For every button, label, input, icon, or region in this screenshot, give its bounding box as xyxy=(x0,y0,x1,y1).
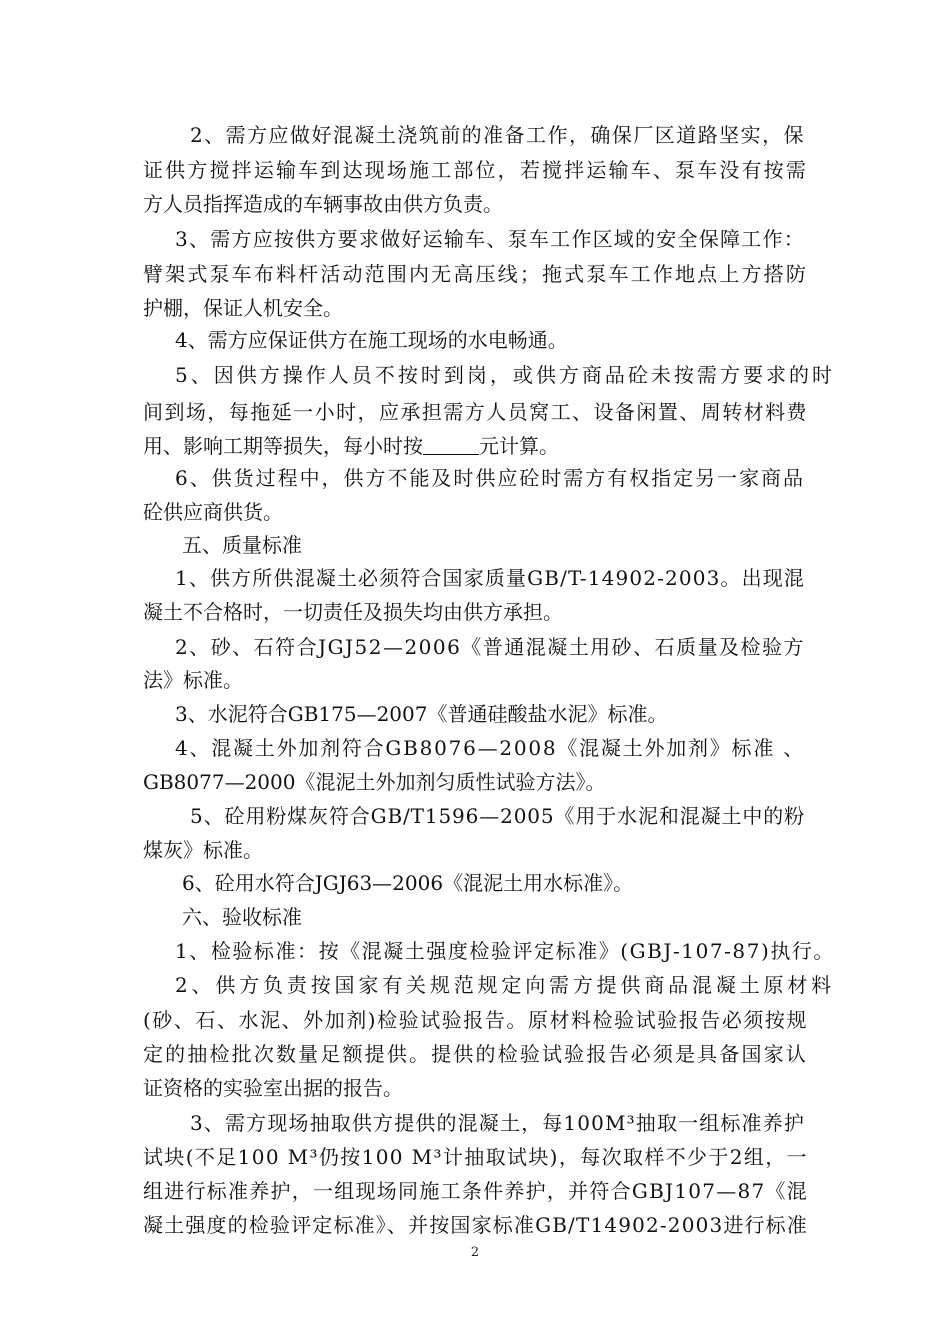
line-text: 4、需方应保证供方在施工现场的水电畅通。 xyxy=(175,328,568,352)
line-text: 证资格的实验室出据的报告。 xyxy=(143,1076,403,1100)
text-line xyxy=(0,902,950,932)
text-line xyxy=(0,632,950,662)
line-text: 凝土不合格时，一切责任及损失均由供方承担。 xyxy=(143,600,563,624)
line-text-after-blank: 元计算。 xyxy=(479,434,559,458)
line-text: 1、供方所供混凝土必须符合国家质量GB/T-14902-2003。出现混 xyxy=(175,566,805,590)
text-line xyxy=(0,189,950,219)
text-line xyxy=(0,699,950,729)
text-line xyxy=(0,1108,950,1138)
text-line xyxy=(0,155,950,185)
text-line xyxy=(0,360,950,390)
line-text: 五、质量标准 xyxy=(182,533,302,557)
line-text: 3、需方应按供方要求做好运输车、泵车工作区域的安全保障工作： xyxy=(175,227,805,251)
text-line xyxy=(0,835,950,865)
line-text: 用、影响工期等损失，每小时按 xyxy=(143,434,423,458)
text-line xyxy=(0,259,950,289)
text-line xyxy=(0,801,950,831)
text-line xyxy=(0,530,950,560)
line-text: 1、检验标准：按《混凝土强度检验评定标准》(GBJ-107-87)执行。 xyxy=(175,939,835,963)
text-line xyxy=(0,431,950,461)
text-line xyxy=(0,1210,950,1240)
page-number: 2 xyxy=(470,1245,480,1260)
text-line xyxy=(0,868,950,898)
line-text: 护棚，保证人机安全。 xyxy=(143,296,343,320)
line-text: 6、供货过程中，供方不能及时供应砼时需方有权指定另一家商品 xyxy=(175,466,805,490)
text-line xyxy=(0,397,950,427)
text-line xyxy=(0,1073,950,1103)
text-line xyxy=(0,224,950,254)
line-text: 2、需方应做好混凝土浇筑前的准备工作，确保厂区道路坚实，保 xyxy=(190,123,805,147)
line-text: 砼供应商供货。 xyxy=(143,500,283,524)
line-with-blank xyxy=(143,431,559,461)
line-text: (砂、石、水泥、外加剂)检验试验报告。原材料检验试验报告必须按规 xyxy=(143,1008,808,1032)
text-line xyxy=(0,325,950,355)
line-text: 煤灰》标准。 xyxy=(143,838,263,862)
text-line xyxy=(0,970,950,1000)
line-text: GB8077—2000《混泥土外加剂匀质性试验方法》。 xyxy=(143,770,606,794)
text-line xyxy=(0,1142,950,1172)
line-text: 5、砼用粉煤灰符合GB/T1596—2005《用于水泥和混凝土中的粉 xyxy=(190,804,805,828)
text-line xyxy=(0,733,950,763)
text-line xyxy=(0,1176,950,1206)
text-line xyxy=(0,665,950,695)
line-text: 组进行标准养护，一组现场同施工条件养护，并符合GBJ107—87《混 xyxy=(143,1179,808,1203)
line-text: 3、水泥符合GB175—2007《普通硅酸盐水泥》标准。 xyxy=(175,702,668,726)
line-text: 臂架式泵车布料杆活动范围内无高压线；拖式泵车工作地点上方搭防 xyxy=(143,262,808,286)
line-text: 3、需方现场抽取供方提供的混凝土，每100M³抽取一组标准养护 xyxy=(190,1111,805,1135)
line-text: 2、砂、石符合JGJ52—2006《普通混凝土用砂、石质量及检验方 xyxy=(175,635,805,659)
text-line xyxy=(0,767,950,797)
text-line xyxy=(0,1039,950,1069)
text-line xyxy=(0,1005,950,1035)
text-line xyxy=(0,463,950,493)
line-text: 6、砼用水符合JGJ63—2006《混泥土用水标准》。 xyxy=(182,871,634,895)
text-line xyxy=(0,936,950,966)
line-text: 凝土强度的检验评定标准》、并按国家标准GB/T14902-2003进行标准 xyxy=(143,1213,808,1237)
text-line xyxy=(0,497,950,527)
line-text: 2、供方负责按国家有关规范规定向需方提供商品混凝土原材料 xyxy=(175,973,835,997)
line-text: 证供方搅拌运输车到达现场施工部位，若搅拌运输车、泵车没有按需 xyxy=(143,158,808,182)
line-text: 试块(不足100 M³仍按100 M³计抽取试块)，每次取样不少于2组，一 xyxy=(143,1145,808,1169)
line-text: 4、混凝土外加剂符合GB8076—2008《混凝土外加剂》标准 、 xyxy=(175,736,805,760)
line-text: 5、因供方操作人员不按时到岗，或供方商品砼未按需方要求的时 xyxy=(175,363,835,387)
line-text: 间到场，每拖延一小时，应承担需方人员窝工、设备闲置、周转材料费 xyxy=(143,400,808,424)
line-text: 定的抽检批次数量足额提供。提供的检验试验报告必须是具备国家认 xyxy=(143,1042,808,1066)
text-line xyxy=(0,563,950,593)
text-line xyxy=(0,597,950,627)
line-text: 六、验收标准 xyxy=(182,905,302,929)
fill-in-blank xyxy=(423,436,479,455)
line-text: 方人员指挥造成的车辆事故由供方负责。 xyxy=(143,192,503,216)
line-text: 法》标准。 xyxy=(143,668,243,692)
text-line xyxy=(0,293,950,323)
text-line xyxy=(0,120,950,150)
